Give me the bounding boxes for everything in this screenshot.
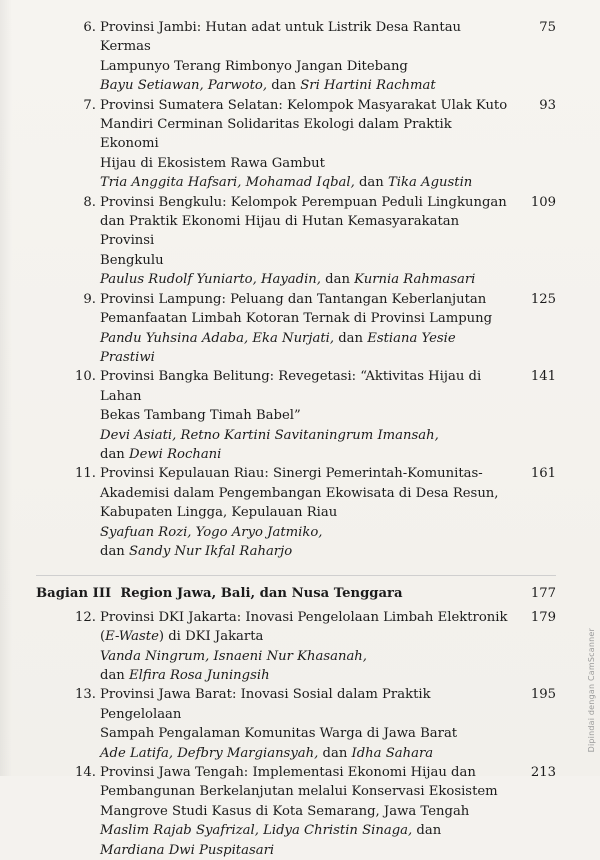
- author-conjunction: dan: [100, 668, 129, 683]
- entry-title-line: Provinsi Bengkulu: Kelompok Perempuan Peduli Lingkungan: [100, 194, 507, 210]
- entry-title-line: Provinsi Jawa Barat: Inovasi Sosial dalam Praktik Pengelolaan: [100, 687, 431, 722]
- author-names: Tika Agustin: [387, 175, 473, 191]
- toc-entry-13: [66, 685, 556, 763]
- entry-number: 14.: [75, 765, 96, 781]
- entry-authors: Devi Asiati, Retno Kartini Savitaningrum Imansah,: [100, 427, 439, 443]
- entry-page-number: 213: [530, 765, 556, 781]
- entry-title-line: Bekas Tambang Timah Babel”: [100, 408, 301, 424]
- entry-authors: Syafuan Rozi, Yogo Aryo Jatmiko,: [100, 524, 323, 540]
- entry-title-line: Provinsi Kepulauan Riau: Sinergi Pemerintah-Komunitas-: [100, 466, 483, 482]
- table-of-contents: [36, 18, 556, 860]
- author-names: Sri Hartini Rachmat: [300, 78, 436, 94]
- toc-entry-11: [66, 464, 556, 561]
- toc-entry-9: [66, 290, 556, 368]
- author-names: Sandy Nur Ikfal Raharjo: [129, 543, 293, 559]
- toc-entry-6: [66, 18, 556, 96]
- entry-authors: [100, 173, 514, 192]
- entry-page-number: 93: [539, 97, 556, 113]
- author-names: Dewi Rochani: [129, 446, 222, 462]
- italic-term: E-Waste: [105, 629, 159, 645]
- author-conjunction: dan: [318, 745, 352, 761]
- author-names: Maslim Rajab Syafrizal, Lidya Christin Sinaga,: [100, 823, 413, 839]
- entry-authors: [100, 329, 514, 368]
- entry-authors: [100, 542, 514, 561]
- entry-title-line: Provinsi Sumatera Selatan: Kelompok Masyarakat Ulak Kuto: [100, 97, 508, 113]
- toc-entry-7: [66, 96, 556, 193]
- entry-title-line: Provinsi Jambi: Hutan adat untuk Listrik Desa Rantau Kermas: [100, 20, 462, 55]
- entry-page-number: 195: [530, 687, 556, 703]
- entry-title-line: [100, 627, 514, 646]
- author-names: Tria Anggita Hafsari, Mohamad Iqbal,: [100, 175, 355, 191]
- scanner-watermark: Dipindai dengan CamScanner: [587, 627, 596, 752]
- entry-title-line: Lampunyo Terang Rimbonyo Jangan Ditebang: [100, 58, 408, 74]
- author-names: Elfira Rosa Juningsih: [129, 668, 270, 683]
- entry-number: 7.: [83, 97, 96, 113]
- author-conjunction: dan: [320, 272, 355, 288]
- entry-title-line: Pemanfaatan Limbah Kotoran Ternak di Provinsi Lampung: [100, 311, 493, 327]
- entry-authors: [100, 744, 514, 763]
- entry-title-line: Kabupaten Lingga, Kepulauan Riau: [100, 505, 338, 521]
- entry-title-line: dan Praktik Ekonomi Hijau di Hutan Kemasyarakatan Provinsi: [100, 214, 460, 249]
- entry-page-number: 141: [530, 369, 556, 385]
- author-names: Paulus Rudolf Yuniarto, Hayadin,: [100, 272, 321, 288]
- author-names: Bayu Setiawan, Parwoto,: [100, 78, 268, 94]
- author-conjunction: dan: [334, 330, 368, 346]
- entry-page-number: 179: [530, 609, 556, 625]
- entry-authors: [100, 821, 514, 840]
- entry-number: 9.: [83, 291, 96, 307]
- entry-page-number: 75: [539, 20, 556, 35]
- author-names: Ade Latifa, Defbry Margiansyah,: [100, 745, 319, 761]
- entry-title-line: Mangrove Studi Kasus di Kota Semarang, Jawa Tengah: [100, 803, 470, 819]
- entry-number: 10.: [75, 369, 96, 385]
- entry-title-line: Bengkulu: [100, 252, 164, 268]
- entry-authors: Vanda Ningrum, Isnaeni Nur Khasanah,: [100, 648, 367, 664]
- entry-title-line: Hijau di Ekosistem Rawa Gambut: [100, 155, 325, 171]
- author-conjunction: dan: [100, 543, 129, 559]
- author-names: Estiana Yesie Prastiwi: [100, 330, 456, 365]
- entry-title-line: Akademisi dalam Pengembangan Ekowisata di Desa Resun,: [100, 485, 499, 501]
- toc-entry-10: [66, 367, 556, 464]
- toc-entry-14: [66, 763, 556, 860]
- entry-authors: [100, 76, 514, 95]
- entry-authors: [100, 270, 514, 289]
- toc-entry-8: [66, 193, 556, 290]
- entry-authors: [100, 445, 514, 464]
- entry-number: 13.: [75, 687, 96, 703]
- author-names: Kurnia Rahmasari: [354, 272, 476, 288]
- entry-page-number: 161: [530, 466, 556, 482]
- part-page-number: 177: [530, 586, 556, 602]
- entry-title-line: Provinsi Jawa Tengah: Implementasi Ekonomi Hijau dan: [100, 765, 476, 781]
- author-conjunction: dan: [100, 446, 129, 462]
- entry-title-line: Provinsi Lampung: Peluang dan Tantangan Keberlanjutan: [100, 291, 487, 307]
- part-heading: [36, 575, 556, 603]
- entry-title-line: Provinsi DKI Jakarta: Inovasi Pengelolaan Limbah Elektronik: [100, 609, 508, 625]
- author-conjunction: dan: [267, 78, 301, 94]
- entry-number: 11.: [75, 466, 96, 482]
- entry-number: 12.: [75, 609, 96, 625]
- entry-title-line: Provinsi Bangka Belitung: Revegetasi: “Aktivitas Hijau di Lahan: [100, 369, 482, 404]
- entry-number: 6.: [83, 20, 96, 35]
- entry-title-line: Mandiri Cerminan Solidaritas Ekologi dalam Praktik Ekonomi: [100, 117, 452, 152]
- entry-number: 8.: [83, 194, 96, 210]
- entry-authors: [100, 666, 514, 685]
- title-rest: ) di DKI Jakarta: [158, 629, 264, 645]
- paren-open: (: [100, 629, 106, 645]
- entry-title-line: Sampah Pengalaman Komunitas Warga di Jawa Barat: [100, 726, 458, 742]
- entry-title-line: Pembangunan Berkelanjutan melalui Konservasi Ekosistem: [100, 784, 498, 800]
- toc-entry-12: [66, 608, 556, 686]
- author-conjunction: dan: [412, 823, 442, 839]
- entry-authors: Mardiana Dwi Puspitasari: [100, 842, 275, 858]
- entry-page-number: 125: [530, 291, 556, 307]
- author-names: Pandu Yuhsina Adaba, Eka Nurjati,: [100, 330, 335, 346]
- author-names: Idha Sahara: [351, 745, 434, 761]
- entry-page-number: 109: [530, 194, 556, 210]
- part-title: Bagian III Region Jawa, Bali, dan Nusa Tenggara: [36, 586, 403, 602]
- author-conjunction: dan: [354, 175, 388, 191]
